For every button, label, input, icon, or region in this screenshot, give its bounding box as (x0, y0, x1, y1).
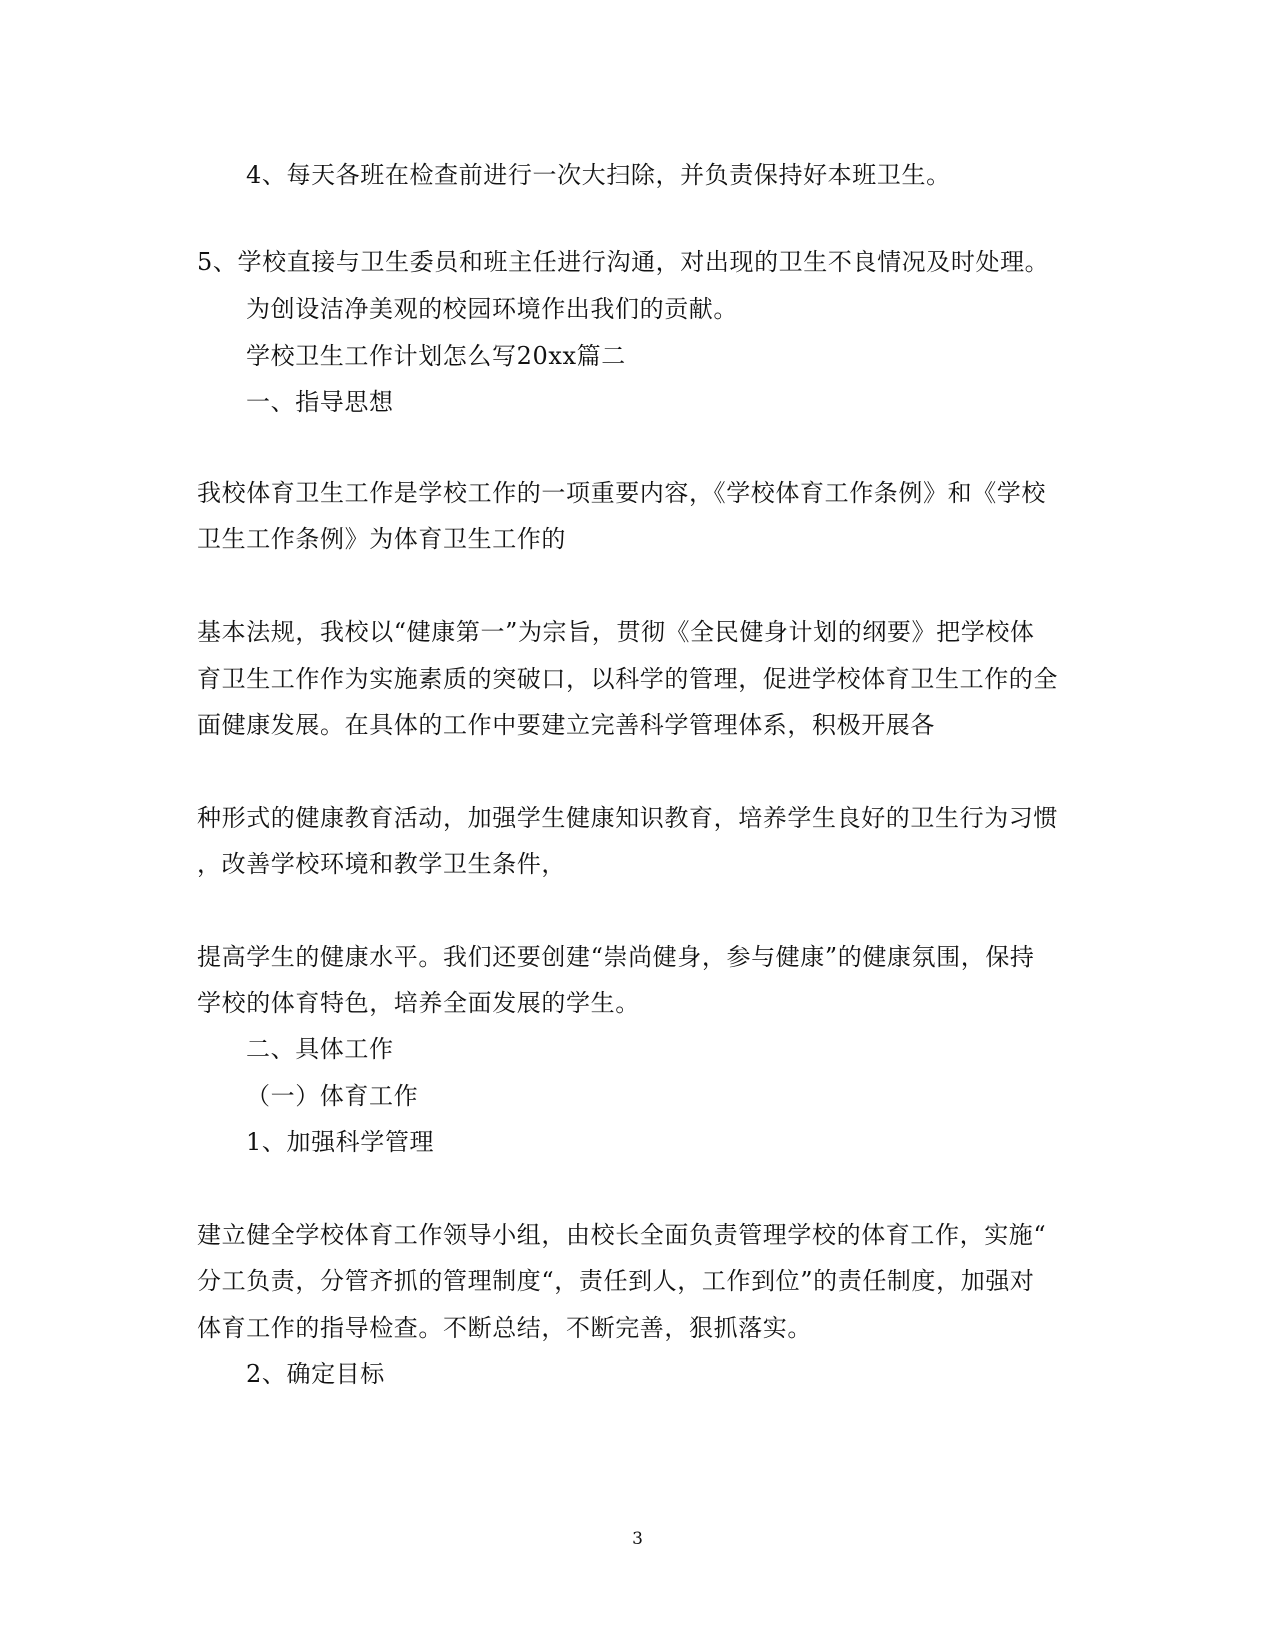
heading-specific-work: 二、具体工作 (246, 1035, 394, 1063)
paragraph-line: ，改善学校环境和教学卫生条件， (197, 850, 566, 878)
paragraph-line: 学校的体育特色，培养全面发展的学生。 (197, 989, 640, 1017)
paragraph-line: 面健康发展。在具体的工作中要建立完善科学管理体系，积极开展各 (197, 711, 935, 739)
page-number: 3 (632, 1529, 643, 1549)
heading-set-goals: 2、确定目标 (246, 1360, 385, 1388)
heading-guiding-ideology: 一、指导思想 (246, 388, 394, 416)
paragraph-line: 育卫生工作作为实施素质的突破口，以科学的管理，促进学校体育卫生工作的全 (197, 665, 1058, 693)
paragraph-line: 建立健全学校体育工作领导小组，由校长全面负责管理学校的体育工作，实施“ (197, 1221, 1047, 1249)
paragraph-line: 种形式的健康教育活动，加强学生健康知识教育，培养学生良好的卫生行为习惯 (197, 804, 1058, 832)
text-line-sanitation-item-5: 5、学校直接与卫生委员和班主任进行沟通，对出现的卫生不良情况及时处理。 (197, 248, 1050, 276)
paragraph-line: 提高学生的健康水平。我们还要创建“崇尚健身，参与健康”的健康氛围，保持 (197, 943, 1035, 971)
paragraph-line: 我校体育卫生工作是学校工作的一项重要内容，《学校体育工作条例》和《学校 (197, 479, 1046, 507)
paragraph-line: 分工负责，分管齐抓的管理制度“，责任到人，工作到位”的责任制度，加强对 (197, 1267, 1035, 1295)
section-title-part-two: 学校卫生工作计划怎么写20xx篇二 (246, 342, 626, 370)
text-line-sanitation-item-4: 4、每天各班在检查前进行一次大扫除，并负责保持好本班卫生。 (246, 161, 951, 189)
text-line-contribution: 为创设洁净美观的校园环境作出我们的贡献。 (246, 295, 738, 323)
paragraph-line: 卫生工作条例》为体育卫生工作的 (197, 525, 566, 553)
paragraph-line: 体育工作的指导检查。不断总结，不断完善，狠抓落实。 (197, 1314, 812, 1342)
paragraph-line: 基本法规，我校以“健康第一”为宗旨，贯彻《全民健身计划的纲要》把学校体 (197, 618, 1035, 646)
heading-scientific-management: 1、加强科学管理 (246, 1128, 435, 1156)
heading-sports-work: （一）体育工作 (246, 1082, 419, 1110)
